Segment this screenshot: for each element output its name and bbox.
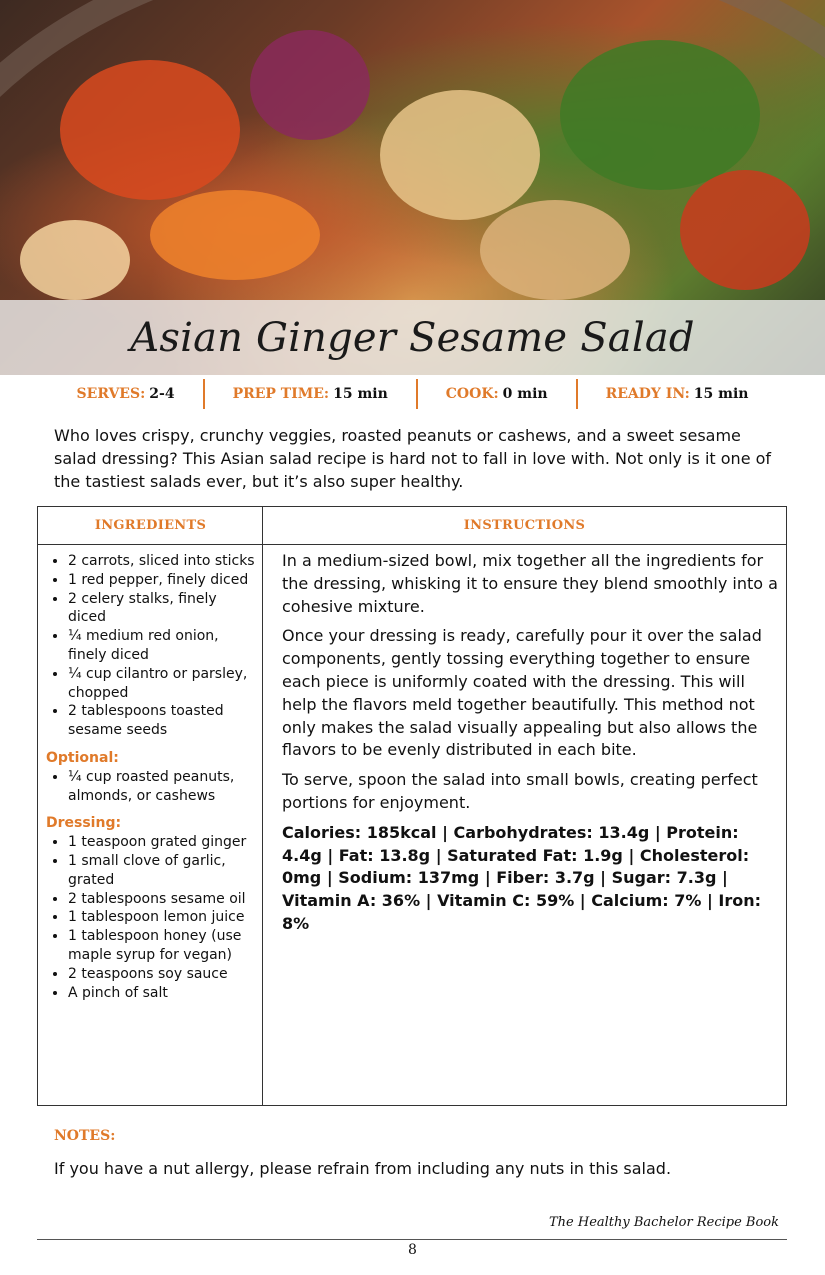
instruction-step: Once your dressing is ready, carefully pour it over the salad components, gently tossing everything together to ensure each piece is uniformly coated with the dressing. This will help the flavors meld together beautifully. This method not only makes the salad visually appealing but also allows the flavors to be evenly distributed in each bite. [282, 626, 762, 760]
ingredients-main-list [46, 552, 258, 740]
instruction-step: To serve, spoon the salad into small bowls, creating perfect portions for enjoyment. [282, 770, 758, 812]
meta-value: 2-4 [149, 386, 175, 402]
red-pepper-shape [60, 60, 240, 200]
list-item: • 1 small clove of garlic, grated [68, 852, 258, 890]
list-item: • ¼ cup cilantro or parsley, chopped [68, 665, 258, 703]
list-item: • 2 tablespoons sesame oil [68, 890, 258, 909]
list-item: • 2 tablespoons toasted sesame seeds [68, 702, 258, 740]
dressing-label: Dressing: [46, 815, 122, 832]
notes-label: NOTES: [54, 1128, 116, 1144]
list-item: • ¼ cup roasted peanuts, almonds, or cashews [68, 768, 258, 806]
footer-book-title: The Healthy Bachelor Recipe Book [548, 1215, 779, 1230]
meta-value: 15 min [693, 386, 749, 402]
list-item: • 1 red pepper, finely diced [68, 571, 258, 590]
meta-prep-time [203, 379, 416, 409]
onion-shape [250, 30, 370, 140]
list-item: • 2 celery stalks, finely diced [68, 590, 258, 628]
instruction-step: In a medium-sized bowl, mix together all the ingredients for the dressing, whisking it to ensure they blend smoothly into a cohesive mixture. [282, 551, 778, 616]
list-item: • 1 tablespoon honey (use maple syrup for vegan) [68, 927, 258, 965]
peanut-shape-2 [20, 220, 130, 300]
list-item: • A pinch of salt [68, 984, 258, 1003]
instructions-column [282, 550, 778, 943]
meta-ready-in [576, 379, 777, 409]
recipe-table [37, 506, 787, 1106]
list-item: • ¼ medium red onion, finely diced [68, 627, 258, 665]
carrot-shape [150, 190, 320, 280]
hero-salad-photo [0, 0, 825, 375]
ingredients-optional-list [46, 768, 258, 806]
nutrition-facts: Calories: 185kcal | Carbohydrates: 13.4g | Protein: 4.4g | Fat: 13.8g | Saturated Fat: 1.9g | Cholesterol: 0mg | Sodium: 137mg | Fiber: 3.7g | Sugar: 7.3g | Vitamin A: 36% | Vitamin C: 59% | Calcium: 7% | Iron: 8% [282, 822, 762, 933]
list-item: • 1 teaspoon grated ginger [68, 833, 258, 852]
list-item: • 2 carrots, sliced into sticks [68, 552, 258, 571]
ingredients-header: INGREDIENTS [38, 507, 263, 545]
meta-cook [416, 379, 576, 409]
ingredients-dressing-list [46, 833, 258, 1002]
meta-label: COOK: [445, 386, 499, 402]
list-item: • 2 teaspoons soy sauce [68, 965, 258, 984]
recipe-title: Asian Ginger Sesame Salad [130, 314, 695, 361]
instructions-header: INSTRUCTIONS [263, 507, 786, 545]
meta-serves [49, 379, 203, 409]
meta-label: SERVES: [76, 386, 146, 402]
peanut-shape [380, 90, 540, 220]
list-item: • 1 tablespoon lemon juice [68, 908, 258, 927]
title-band [0, 300, 825, 375]
column-divider [262, 507, 263, 1105]
notes-text: If you have a nut allergy, please refrain from including any nuts in this salad. [54, 1159, 672, 1178]
optional-label: Optional: [46, 749, 119, 766]
recipe-intro: Who loves crispy, crunchy veggies, roasted peanuts or cashews, and a sweet sesame salad dressing? This Asian salad recipe is hard not to fall in love with. Not only is it one of the tastiest salads ever, but it’s also super healthy. [54, 426, 772, 491]
page-number: 8 [408, 1242, 417, 1258]
meta-label: READY IN: [605, 386, 690, 402]
pepper-shape-2 [680, 170, 810, 290]
cilantro-shape [560, 40, 760, 190]
footer-divider [37, 1239, 787, 1240]
recipe-meta-bar [0, 378, 825, 410]
meta-label: PREP TIME: [232, 386, 330, 402]
meta-value: 15 min [333, 386, 388, 402]
cashew-shape [480, 200, 630, 300]
ingredients-column [46, 552, 258, 1002]
meta-value: 0 min [502, 386, 548, 402]
